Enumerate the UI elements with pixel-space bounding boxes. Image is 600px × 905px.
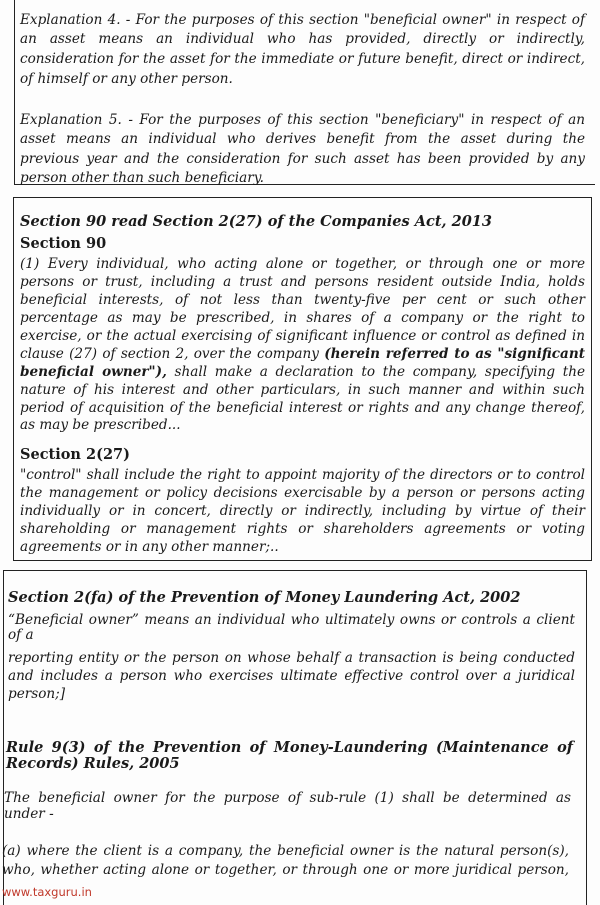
section-90-heading: Section 90 bbox=[20, 235, 107, 252]
s90-line: period of acquisition of the beneficial interest or rights and any change thereof, bbox=[20, 400, 585, 416]
s90-line: as may be prescribed... bbox=[20, 417, 181, 433]
exp4-line: consideration for the asset for the immediate or future benefit, direct or indirect, bbox=[20, 51, 585, 67]
s227-line: the management or policy decisions exercisable by a person or persons acting bbox=[20, 485, 585, 501]
s227-line: shareholding or management rights or shareholders agreements or voting bbox=[20, 521, 585, 537]
exp5-line: person other than such beneficiary. bbox=[20, 170, 264, 186]
s227-line: "control" shall include the right to appoint majority of the directors or to control bbox=[20, 467, 585, 483]
exp4-line: of himself or any other person. bbox=[20, 71, 233, 87]
pmla-line: person;] bbox=[8, 686, 66, 702]
exp4-line: Explanation 4. - For the purposes of this section "beneficial owner" in respect of bbox=[20, 12, 585, 28]
pmla-line: of a bbox=[8, 627, 34, 643]
s90-bold-text: beneficial owner"), bbox=[20, 364, 167, 380]
rules-intro-line: The beneficial owner for the purpose of sub-rule (1) shall be determined as bbox=[4, 790, 571, 806]
s90-line: (1) Every individual, who acting alone or together, or through one or more bbox=[20, 256, 585, 272]
exp5-line: previous year and the consideration for such asset has been provided by any bbox=[20, 151, 585, 167]
s90-line: nature of his interest and other particulars, in such manner and within such bbox=[20, 382, 585, 398]
pmla-line: and includes a person who exercises ultimate effective control over a juridical bbox=[8, 668, 575, 684]
rules-title-line: Records) Rules, 2005 bbox=[6, 755, 180, 772]
companies-act-title: Section 90 read Section 2(27) of the Companies Act, 2013 bbox=[20, 213, 492, 230]
s90-line: exercise, or the actual exercising of significant influence or control as defined in bbox=[20, 328, 585, 344]
s90-line: percentage as may be prescribed, in shares of a company or the right to bbox=[20, 310, 585, 326]
s90-line bbox=[20, 364, 585, 380]
watermark: www.taxguru.in bbox=[2, 885, 92, 899]
rules-intro-line: under - bbox=[4, 806, 54, 822]
clause-a-line: (a) where the client is a company, the beneficial owner is the natural person(s), bbox=[2, 843, 569, 859]
pmla-line: reporting entity or the person on whose behalf a transaction is being conducted bbox=[8, 650, 575, 666]
pmla-line: “Beneficial owner” means an individual who ultimately owns or controls a client bbox=[8, 612, 575, 628]
s90-line: beneficial interests, of not less than twenty-five per cent or such other bbox=[20, 292, 585, 308]
s90-line bbox=[20, 346, 585, 362]
exp4-line: an asset means an individual who has provided, directly or indirectly, bbox=[20, 31, 585, 47]
exp5-line: Explanation 5. - For the purposes of this section "beneficiary" in respect of an bbox=[20, 112, 585, 128]
s227-line: agreements or in any other manner;.. bbox=[20, 539, 279, 555]
pmla-title: Section 2(fa) of the Prevention of Money Laundering Act, 2002 bbox=[8, 589, 521, 606]
exp5-line: asset means an individual who derives benefit from the asset during the bbox=[20, 131, 585, 147]
s90-bold-text: (herein referred to as "significant bbox=[324, 346, 585, 362]
clause-a-line: who, whether acting alone or together, or through one or more juridical person, bbox=[2, 862, 569, 878]
rules-title-line: Rule 9(3) of the Prevention of Money-Laundering (Maintenance of bbox=[6, 739, 573, 756]
section-2-27-heading: Section 2(27) bbox=[20, 446, 130, 463]
s227-line: individually or in concert, directly or indirectly, including by virtue of their bbox=[20, 503, 585, 519]
s90-line: persons or trust, including a trust and persons resident outside India, holds bbox=[20, 274, 585, 290]
s90-text: clause (27) of section 2, over the company bbox=[20, 346, 325, 362]
s90-text: shall make a declaration to the company, specifying the bbox=[166, 364, 585, 380]
